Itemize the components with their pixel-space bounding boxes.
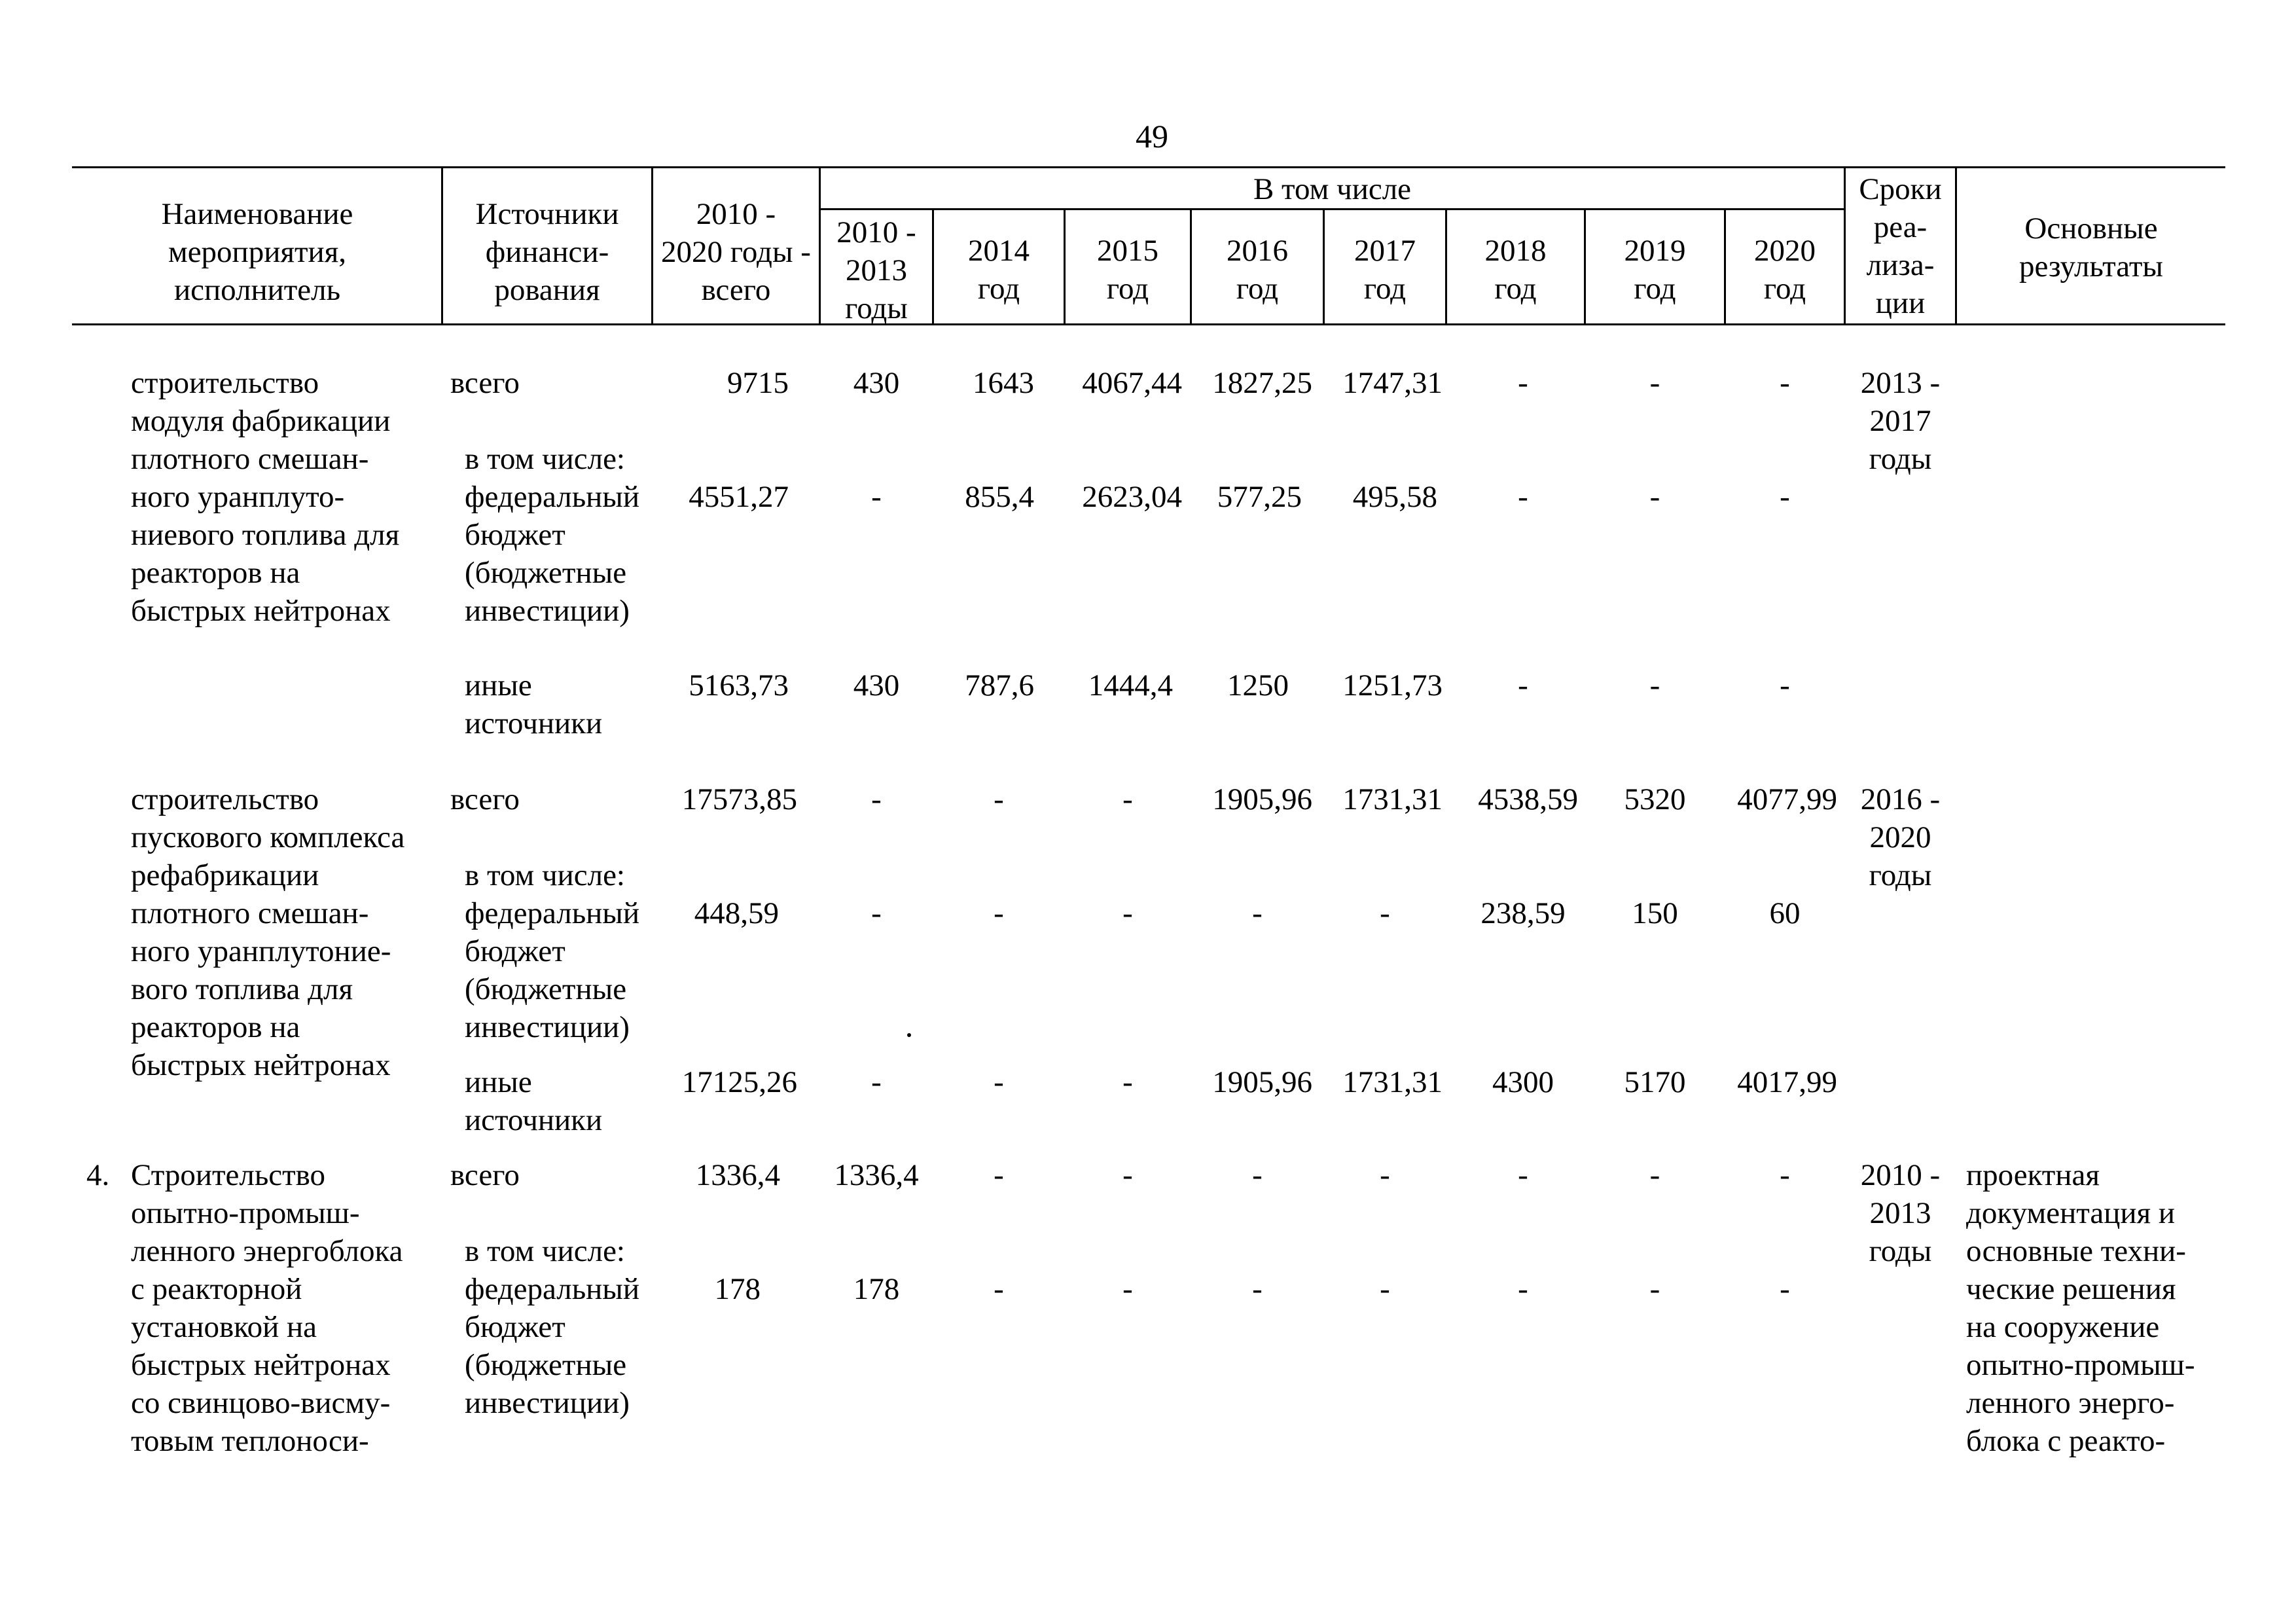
header-year: 2015 год bbox=[1097, 234, 1158, 306]
header-year: 2017 год bbox=[1354, 234, 1416, 306]
value-cell: 855,4 bbox=[965, 480, 1034, 514]
header-period: Сроки реа- лиза- ции bbox=[1859, 172, 1942, 320]
header-year: 2016 год bbox=[1227, 234, 1288, 306]
header-total: 2010 - 2020 годы - всего bbox=[661, 197, 811, 307]
stray-dot bbox=[907, 1033, 911, 1037]
value-cell: 1444,4 bbox=[1088, 668, 1173, 702]
total-cell: 5163,73 bbox=[689, 668, 789, 702]
source-cell: всего bbox=[450, 366, 520, 400]
value-cell: 5320 bbox=[1624, 782, 1686, 816]
value-cell: 577,25 bbox=[1217, 480, 1302, 514]
header-year: 2014 год bbox=[968, 234, 1030, 306]
source-cell: в том числе: федеральный бюджет (бюджетные инвестиции) bbox=[465, 1234, 640, 1420]
value-cell: - bbox=[1649, 1272, 1660, 1306]
header-source: Источники финанси- рования bbox=[475, 197, 619, 307]
header-name: Наименование мероприятия, исполнитель bbox=[161, 197, 353, 307]
value-cell: - bbox=[1649, 480, 1660, 514]
value-cell: - bbox=[1518, 668, 1528, 702]
value-cell: 1250 bbox=[1227, 668, 1289, 702]
source-cell: всего bbox=[450, 1158, 520, 1192]
value-cell: - bbox=[1780, 366, 1790, 400]
value-cell: 787,6 bbox=[965, 668, 1034, 702]
value-cell: - bbox=[1380, 896, 1390, 930]
row-name: Строительство опытно-промыш- ленного энергоблока с реакторной установкой на быстрых нейтронах со свинцово-висму- товым теплоноси- bbox=[131, 1158, 403, 1458]
value-cell: - bbox=[1780, 480, 1790, 514]
value-cell: 238,59 bbox=[1480, 896, 1566, 930]
value-cell: 4067,44 bbox=[1082, 366, 1182, 400]
header-results: Основные результаты bbox=[2019, 211, 2163, 283]
value-cell: - bbox=[871, 782, 882, 816]
total-cell: 4551,27 bbox=[689, 480, 789, 514]
header-bottom-rule bbox=[72, 323, 2225, 325]
value-cell: - bbox=[1252, 1158, 1263, 1192]
page-number: 49 bbox=[1136, 118, 1168, 155]
value-cell: - bbox=[1780, 1158, 1790, 1192]
value-cell: - bbox=[994, 1065, 1004, 1099]
value-cell: 495,58 bbox=[1352, 480, 1437, 514]
value-cell: - bbox=[994, 896, 1004, 930]
value-cell: 4017,99 bbox=[1737, 1065, 1837, 1099]
source-cell: иные источники bbox=[465, 668, 603, 740]
value-cell: - bbox=[1122, 1272, 1133, 1306]
row-period: 2016 - 2020 годы bbox=[1860, 782, 1941, 892]
row-number: 4. bbox=[86, 1158, 110, 1192]
source-cell: иные источники bbox=[465, 1065, 603, 1137]
value-cell: 4077,99 bbox=[1737, 782, 1837, 816]
total-cell: 17125,26 bbox=[681, 1065, 797, 1099]
value-cell: - bbox=[871, 896, 882, 930]
row-name: строительство пускового комплекса рефабрикации плотного смешан- ного уранплутоние- вого топлива для реакторов на быстрых нейтронах bbox=[131, 782, 405, 1082]
value-cell: 1643 bbox=[973, 366, 1034, 400]
header-year: 2019 год bbox=[1624, 234, 1686, 306]
value-cell: - bbox=[994, 1272, 1004, 1306]
value-cell: 1251,73 bbox=[1342, 668, 1443, 702]
total-cell: 1336,4 bbox=[695, 1158, 780, 1192]
value-cell: 1747,31 bbox=[1342, 366, 1443, 400]
source-cell: всего bbox=[450, 782, 520, 816]
value-cell: 430 bbox=[853, 366, 900, 400]
header-year: 2020 год bbox=[1754, 234, 1816, 306]
value-cell: - bbox=[1518, 366, 1528, 400]
value-cell: 4538,59 bbox=[1478, 782, 1578, 816]
value-cell: - bbox=[871, 1065, 882, 1099]
value-cell: 1905,96 bbox=[1212, 1065, 1312, 1099]
value-cell: - bbox=[1122, 1065, 1133, 1099]
value-cell: - bbox=[1649, 668, 1660, 702]
value-cell: - bbox=[1252, 1272, 1263, 1306]
value-cell: - bbox=[1649, 1158, 1660, 1192]
row-period: 2013 - 2017 годы bbox=[1860, 366, 1941, 476]
header-group-label: В том числе bbox=[1253, 172, 1412, 206]
value-cell: - bbox=[871, 480, 882, 514]
value-cell: 4300 bbox=[1492, 1065, 1554, 1099]
value-cell: 1731,31 bbox=[1342, 1065, 1443, 1099]
total-cell: 9715 bbox=[727, 366, 789, 400]
row-period: 2010 - 2013 годы bbox=[1860, 1158, 1941, 1268]
source-cell: в том числе: федеральный бюджет (бюджетные инвестиции) bbox=[465, 442, 640, 628]
value-cell: - bbox=[1122, 896, 1133, 930]
value-cell: 5170 bbox=[1624, 1065, 1686, 1099]
value-cell: - bbox=[1518, 1158, 1528, 1192]
value-cell: 178 bbox=[853, 1272, 900, 1306]
value-cell: 1336,4 bbox=[834, 1158, 919, 1192]
value-cell: - bbox=[1252, 896, 1263, 930]
value-cell: - bbox=[1380, 1272, 1390, 1306]
header-year: 2018 год bbox=[1484, 234, 1547, 306]
value-cell: - bbox=[1780, 668, 1790, 702]
source-cell: в том числе: федеральный бюджет (бюджетные инвестиции) bbox=[465, 858, 640, 1044]
value-cell: - bbox=[1518, 480, 1528, 514]
value-cell: - bbox=[1122, 1158, 1133, 1192]
value-cell: 1827,25 bbox=[1212, 366, 1312, 400]
value-cell: 150 bbox=[1632, 896, 1678, 930]
value-cell: - bbox=[1780, 1272, 1790, 1306]
value-cell: - bbox=[994, 1158, 1004, 1192]
row-name: строительство модуля фабрикации плотного смешан- ного уранплуто- ниевого топлива для реакторов на быстрых нейтронах bbox=[131, 366, 400, 628]
row-results: проектная документация и основные техни- ческие решения на сооружение опытно-промыш- ленного энерго- блока с реакто- bbox=[1966, 1158, 2195, 1458]
value-cell: - bbox=[994, 782, 1004, 816]
value-cell: 1905,96 bbox=[1212, 782, 1312, 816]
value-cell: 2623,04 bbox=[1082, 480, 1182, 514]
value-cell: 1731,31 bbox=[1342, 782, 1443, 816]
header-year: 2010 - 2013 годы bbox=[836, 215, 916, 325]
value-cell: - bbox=[1122, 782, 1133, 816]
value-cell: - bbox=[1649, 366, 1660, 400]
total-cell: 178 bbox=[714, 1272, 761, 1306]
value-cell: - bbox=[1380, 1158, 1390, 1192]
total-cell: 448,59 bbox=[694, 896, 779, 930]
value-cell: 430 bbox=[853, 668, 900, 702]
value-cell: 60 bbox=[1769, 896, 1801, 930]
subheader-rule bbox=[819, 208, 1845, 210]
value-cell: - bbox=[1518, 1272, 1528, 1306]
total-cell: 17573,85 bbox=[681, 782, 797, 816]
table-top-rule bbox=[72, 166, 2225, 168]
